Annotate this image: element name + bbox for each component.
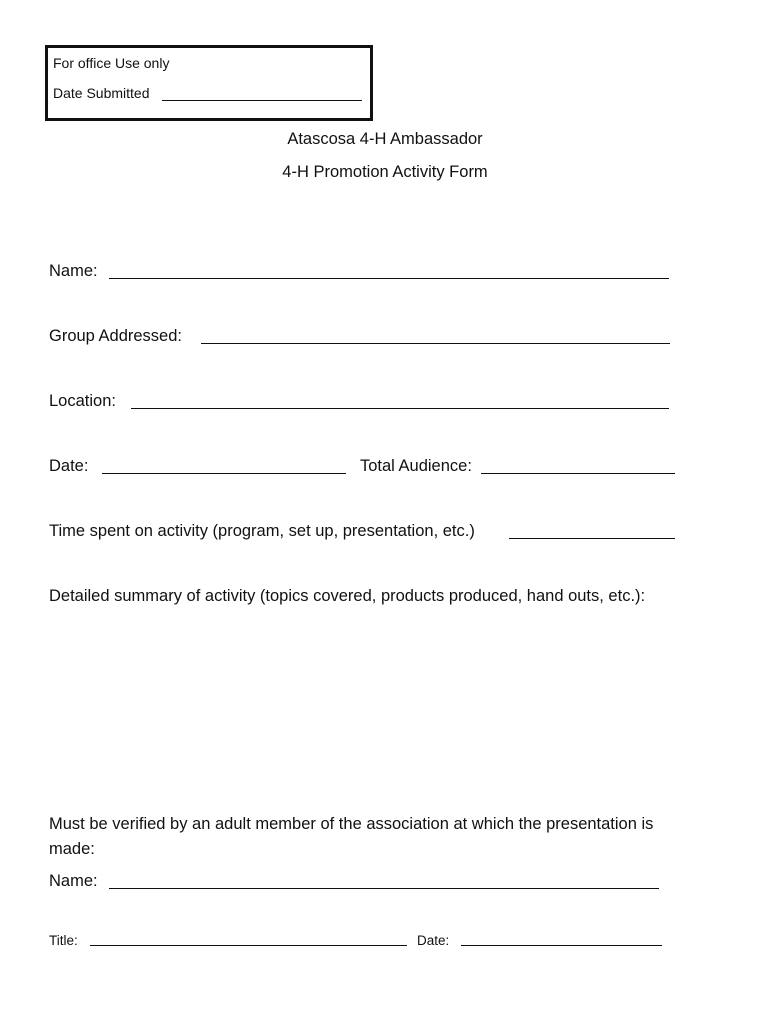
- date-submitted-label: Date Submitted: [53, 85, 150, 101]
- verifier-date-field[interactable]: [461, 945, 662, 946]
- total-audience-label: Total Audience:: [360, 457, 472, 475]
- verification-statement-line1: Must be verified by an adult member of the association at which the presentation is: [49, 815, 654, 833]
- date-field[interactable]: [102, 473, 346, 474]
- date-label: Date:: [49, 457, 89, 475]
- office-use-heading: For office Use only: [53, 55, 170, 71]
- form-subtitle: 4-H Promotion Activity Form: [282, 163, 488, 181]
- time-spent-field[interactable]: [509, 538, 675, 539]
- verifier-date-label: Date:: [417, 933, 450, 948]
- summary-label: Detailed summary of activity (topics covered, products produced, hand outs, etc.):: [49, 587, 646, 605]
- verifier-title-field[interactable]: [90, 945, 407, 946]
- location-label: Location:: [49, 392, 116, 410]
- time-spent-label: Time spent on activity (program, set up, presentation, etc.): [49, 522, 475, 540]
- group-addressed-label: Group Addressed:: [49, 327, 182, 345]
- verifier-title-label: Title:: [49, 933, 78, 948]
- verifier-name-label: Name:: [49, 872, 98, 890]
- name-label: Name:: [49, 262, 98, 280]
- verification-statement-line2: made:: [49, 840, 95, 858]
- group-addressed-field[interactable]: [201, 343, 670, 344]
- location-field[interactable]: [131, 408, 669, 409]
- name-field[interactable]: [109, 278, 669, 279]
- summary-area[interactable]: [49, 615, 689, 800]
- form-title: Atascosa 4-H Ambassador: [287, 130, 483, 148]
- date-submitted-field[interactable]: [162, 100, 362, 101]
- verifier-name-field[interactable]: [109, 888, 659, 889]
- office-use-box: [45, 45, 373, 121]
- total-audience-field[interactable]: [481, 473, 675, 474]
